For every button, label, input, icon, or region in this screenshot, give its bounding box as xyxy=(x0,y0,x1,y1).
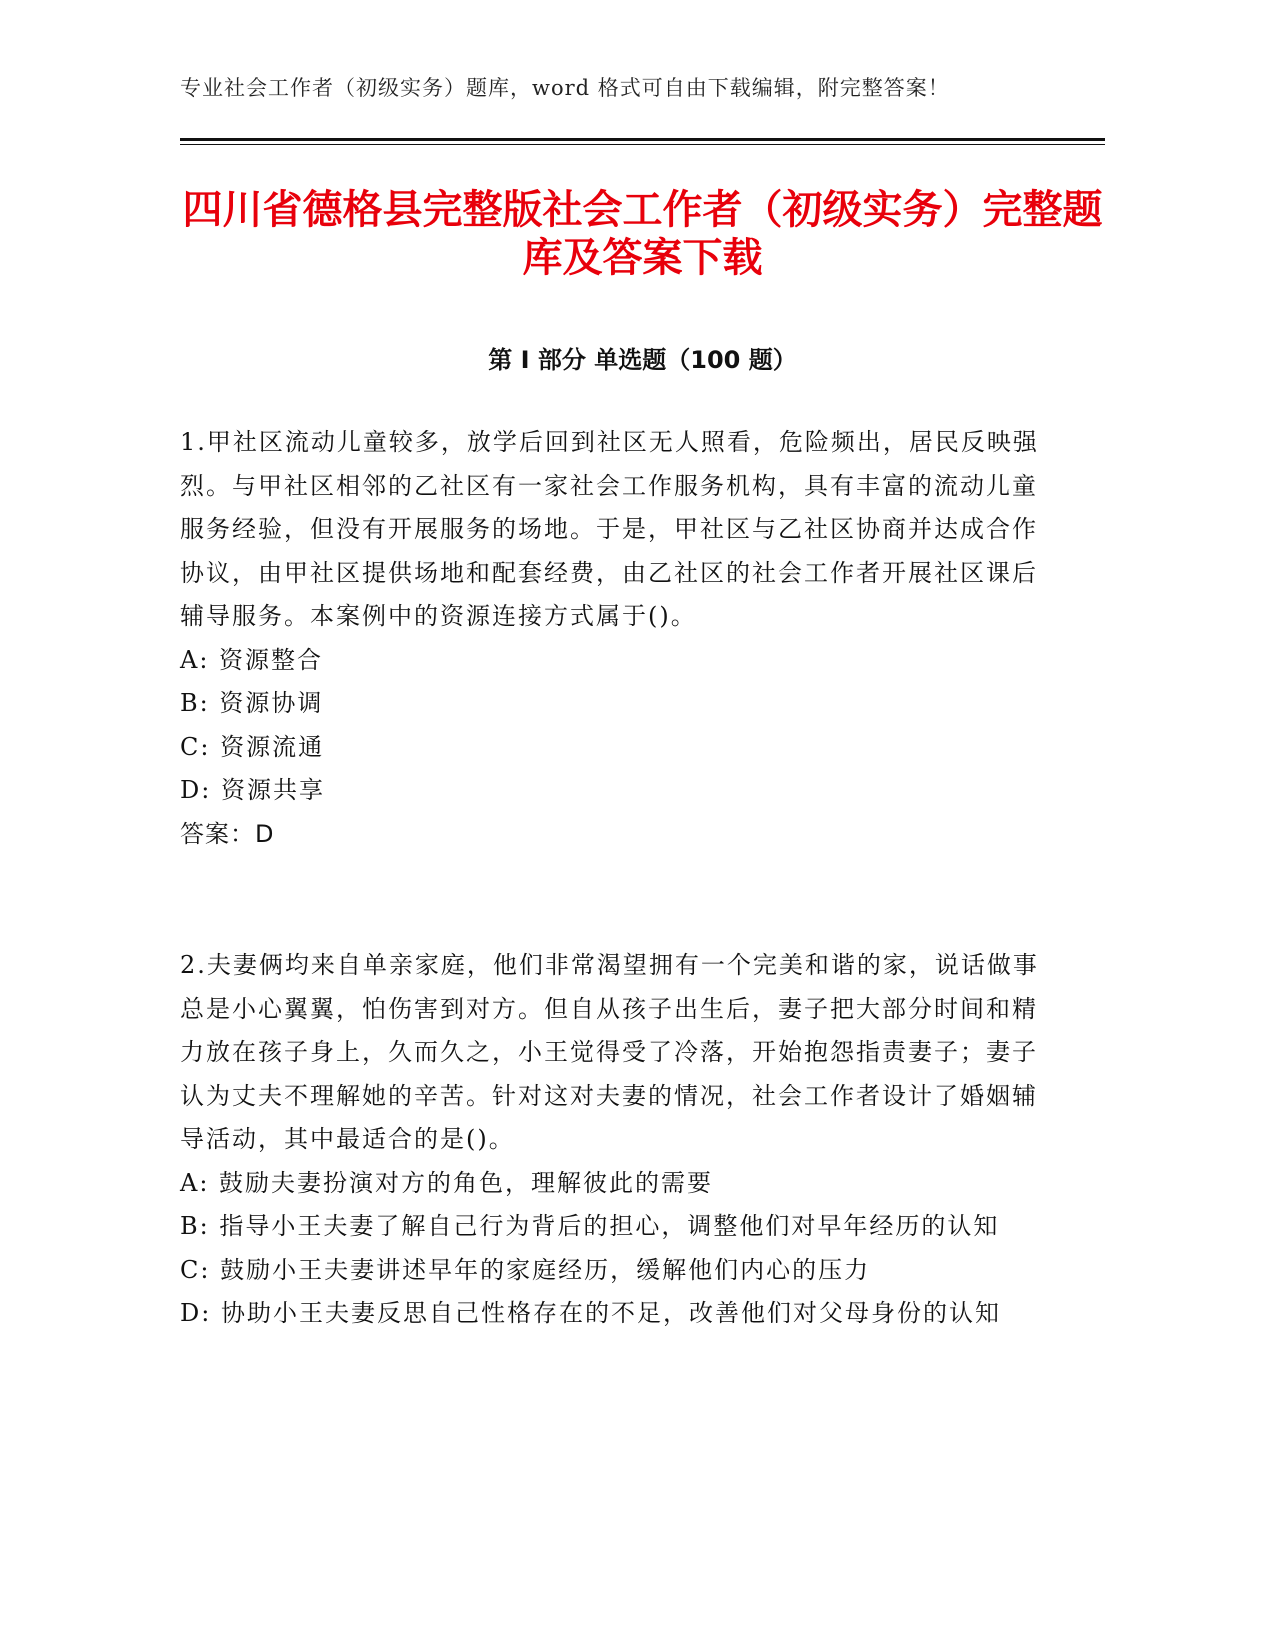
answer-label: 答案：D xyxy=(180,819,275,848)
option-c: C: 鼓励小王夫妻讲述早年的家庭经历，缓解他们内心的压力 xyxy=(180,1255,871,1284)
option-b: B: 资源协调 xyxy=(180,689,324,717)
option-a: A: 鼓励夫妻扮演对方的角色，理解彼此的需要 xyxy=(180,1168,714,1197)
question-2 xyxy=(180,944,1040,1336)
question-1 xyxy=(180,421,1040,856)
option-a: A: 资源整合 xyxy=(180,645,324,674)
header-note: 专业社会工作者（初级实务）题库，word 格式可自由下载编辑，附完整答案！ xyxy=(180,76,950,100)
question-stem: 1.甲社区流动儿童较多，放学后回到社区无人照看，危险频出，居民反映强烈。与甲社区相邻的乙社区有一家社会工作服务机构，具有丰富的流动儿童服务经验，但没有开展服务的场地。于是，甲社区与乙社区协商并达成合作协议，由甲社区提供场地和配套经费，由乙社区的社会工作者开展社区课后辅导服务。本案例中的资源连接方式属于()。 xyxy=(180,428,1039,630)
option-d: D: 资源共享 xyxy=(180,776,325,804)
header-rule-thick xyxy=(180,138,1105,141)
header-rule-thin xyxy=(180,144,1105,145)
document-title: 四川省德格县完整版社会工作者（初级实务）完整题库及答案下载 xyxy=(182,187,1103,281)
question-stem: 2.夫妻俩均来自单亲家庭，他们非常渴望拥有一个完美和谐的家，说话做事总是小心翼翼，怕伤害到对方。但自从孩子出生后，妻子把大部分时间和精力放在孩子身上，久而久之，小王觉得受了冷落，开始抱怨指责妻子；妻子认为丈夫不理解她的辛苦。针对这对夫妻的情况，社会工作者设计了婚姻辅导活动，其中最适合的是()。 xyxy=(180,951,1039,1153)
option-d: D: 协助小王夫妻反思自己性格存在的不足，改善他们对父母身份的认知 xyxy=(180,1299,1001,1327)
option-c: C: 资源流通 xyxy=(180,732,325,761)
section-title: 第 I 部分 单选题（100 题） xyxy=(488,346,797,374)
option-b: B: 指导小王夫妻了解自己行为背后的担心，调整他们对早年经历的认知 xyxy=(180,1212,1000,1240)
